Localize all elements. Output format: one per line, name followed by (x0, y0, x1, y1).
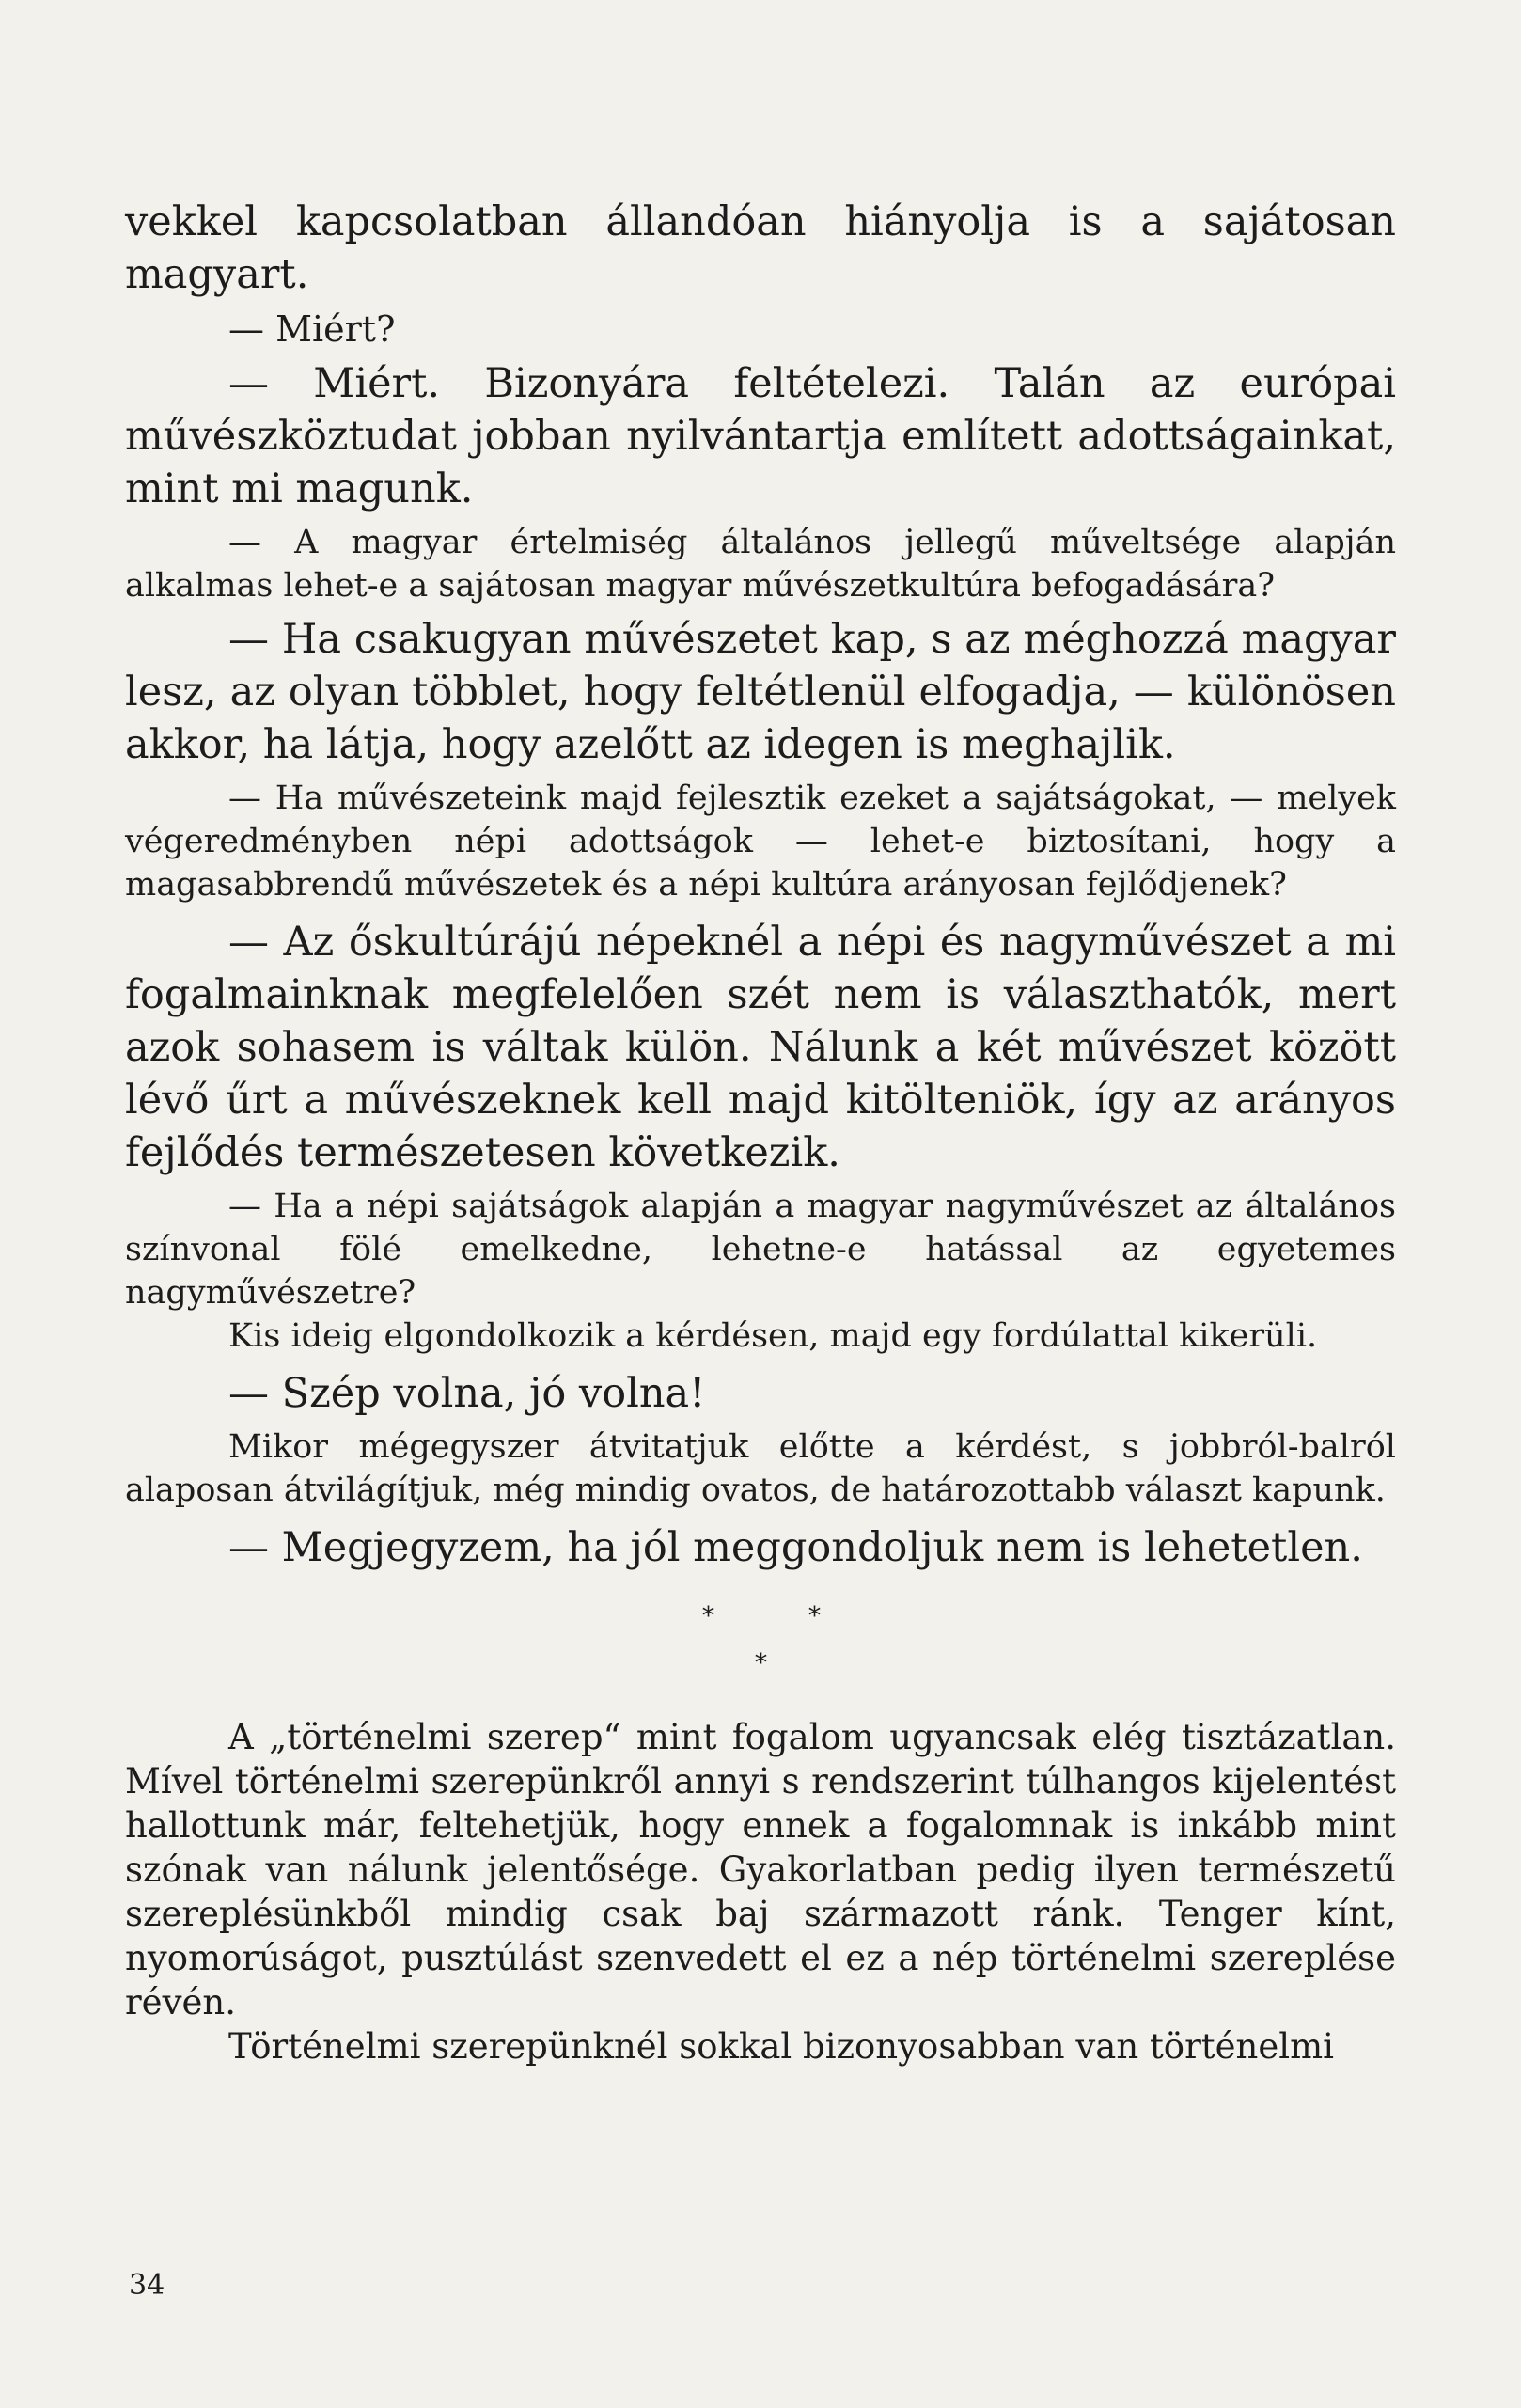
dialogue-question: — Ha a népi sajátságok alapján a magyar nagyművészet az általános színvonal fölé emelkedne, lehetne-e hatással az egyetemes nagyművészetre? (125, 1188, 1396, 1312)
separator-asterisk: * (702, 1602, 714, 1630)
body-paragraph: Történelmi szerepünknél sokkal bizonyosabban van történelmi (228, 2026, 1335, 2067)
narration-paragraph: Mikor mégegyszer átvitatjuk előtte a kérdést, s jobbról-balról alaposan átvilágítjuk, még mindig ovatos, de határozottabb választ kapunk. (125, 1428, 1396, 1509)
section-separator (125, 1602, 1396, 1715)
dialogue-question: — Ha művészeteink majd fejlesztik ezeket a sajátságokat, — melyek végeredményben népi adottságok — lehet-e biztosítani, hogy a magasabbrendű művészetek és a népi kultúra arányosan fejlődjenek? (125, 779, 1396, 904)
dialogue-answer: — Megjegyzem, ha jól meggondoljuk nem is lehetetlen. (228, 1524, 1363, 1571)
dialogue-answer: — Miért. Bizonyára feltételezi. Talán az európai művészköztudat jobban nyilvántartja említett adottságainkat, mint mi magunk. (125, 360, 1396, 512)
separator-asterisk: * (808, 1602, 821, 1630)
book-page-text (125, 196, 1396, 2069)
paragraph-continuation: vekkel kapcsolatban állandóan hiányolja is a sajátosan magyart. (125, 198, 1396, 298)
dialogue-answer: — Ha csakugyan művészetet kap, s az méghozzá magyar lesz, az olyan többlet, hogy feltétlenül elfogadja, — különösen akkor, ha látja, hogy azelőtt az idegen is meghajlik. (125, 616, 1396, 768)
dialogue-question: — A magyar értelmiség általános jellegű műveltsége alapján alkalmas lehet-e a sajátosan magyar művészetkultúra befogadására? (125, 524, 1396, 605)
dialogue-question: — Miért? (228, 308, 396, 350)
page-number: 34 (129, 2269, 165, 2302)
separator-asterisk: * (755, 1649, 767, 1677)
dialogue-answer: — Szép volna, jó volna! (228, 1370, 706, 1417)
narration-paragraph: Kis ideig elgondolkozik a kérdésen, majd egy fordúlattal kikerüli. (228, 1317, 1318, 1355)
body-paragraph: A „történelmi szerep“ mint fogalom ugyancsak elég tisztázatlan. Mível történelmi szerepünkről annyi s rendszerint túlhangos kijelentést hallottunk már, feltehetjük, hogy ennek a fogalomnak is inkább mint szónak van nálunk jelentősége. Gyakorlatban pedig ilyen természetű szereplésünkből mindig csak baj származott ránk. Tenger kínt, nyomorúságot, pusztúlást szenvedett el ez a nép történelmi szereplése révén. (125, 1717, 1396, 2022)
dialogue-answer: — Az őskultúrájú népeknél a népi és nagyművészet a mi fogalmainknak megfelelően szét nem is választhatók, mert azok sohasem is váltak külön. Nálunk a két művészet között lévő űrt a művészeknek kell majd kitölteniök, így az arányos fejlődés természetesen következik. (125, 919, 1396, 1176)
